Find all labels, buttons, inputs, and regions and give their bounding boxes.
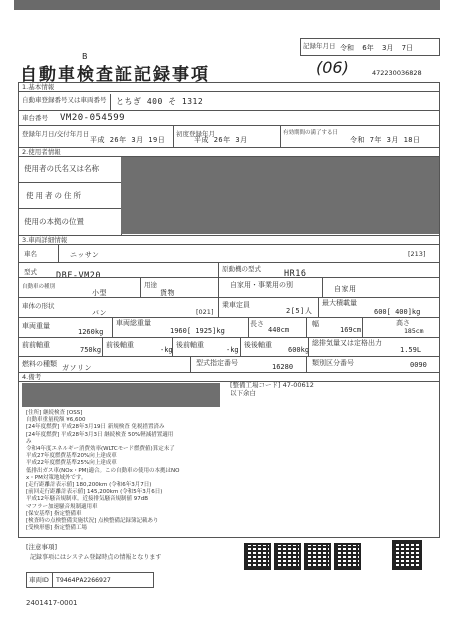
- engine-label: 原動機の型式: [222, 265, 261, 273]
- maxload-value: 600[ 400]kg: [374, 308, 421, 316]
- maxload-label: 最大積載量: [322, 299, 357, 307]
- model-value: DBF-VM20: [56, 271, 101, 281]
- shape-code: [021]: [196, 308, 214, 316]
- qr-code-1: [244, 543, 271, 570]
- fuel-value: ガソリン: [62, 364, 92, 372]
- maker-label: 車名: [24, 250, 37, 258]
- note-line: [住所] 継続検査 [OSS]: [26, 410, 83, 416]
- issue-month: 3: [381, 44, 387, 52]
- car-id-label: 車両ID: [29, 576, 49, 584]
- inspection-line: [整備工場コード] 47-00612: [230, 381, 314, 389]
- width-value: 169cm: [340, 326, 362, 334]
- base-location-label: 使用の本拠の位置: [24, 217, 84, 226]
- expiry-value: 令和 7年 3月 18日: [350, 136, 421, 144]
- use-value: 貨物: [160, 289, 175, 297]
- note-line: [24年度燃費] 平成28年3月19日 新規検査 免税措置済み: [26, 424, 165, 431]
- capacity-label: 乗車定員: [222, 301, 250, 309]
- qr-code-5: [392, 540, 422, 570]
- car-id-value: T9464PA2266927: [56, 576, 111, 584]
- maker-code: [213]: [408, 250, 426, 258]
- notice-title: [注意事項]: [26, 543, 58, 551]
- fr-value: -kg: [160, 346, 173, 354]
- letter-b: B: [82, 52, 88, 61]
- note-line: 平成27年度燃費基準20%向上達成車: [26, 453, 117, 460]
- note-line: [走行距離計表示値] 180,200km (令和6年3月7日): [26, 482, 152, 489]
- approval-value: 16280: [272, 363, 294, 371]
- issue-date-label: 記録年月日: [303, 42, 336, 50]
- issue-month-unit: 月: [386, 44, 394, 52]
- vin-value: VM20-054599: [60, 113, 126, 123]
- ff-label: 前前軸重: [22, 341, 50, 349]
- note-line: 令和4年度エネルギー消費効率(WLTCモード燃費値)算定未了: [26, 446, 175, 453]
- section4-heading: 4.備考: [22, 373, 42, 381]
- shape-value: バン: [92, 309, 107, 317]
- note-line: [保安基準] 指定整備車: [26, 510, 82, 517]
- vin-label: 車台番号: [22, 114, 48, 122]
- width-label: 幅: [312, 320, 319, 328]
- shape-label: 車体の形状: [22, 302, 55, 310]
- expiry-label: 有効期間の満了する日: [283, 130, 339, 136]
- purpose-value: 自家用: [334, 285, 357, 293]
- form-number: (06): [316, 58, 349, 77]
- note-line: 平成12年騒音規制車。近接排気騒音規制値 97dB: [26, 496, 149, 503]
- qr-code-3: [304, 543, 331, 570]
- issue-year-unit: 年: [366, 44, 374, 52]
- displacement-label: 総排気量又は定格出力: [312, 339, 382, 347]
- reg-label: 自動車登録番号又は車両番号: [22, 96, 107, 104]
- first-reg-value: 平成 26年 3月 19日: [90, 136, 166, 144]
- height-label: 高さ: [396, 319, 410, 327]
- displacement-value: 1.59L: [400, 346, 422, 354]
- issue-day-unit: 日: [406, 44, 414, 52]
- inspection-sub: 以下余白: [230, 389, 256, 397]
- qr-code-4: [334, 543, 361, 570]
- note-line: [24年度燃費] 平成28年3月3日 継続検査 50%軽減措置適用: [26, 431, 174, 438]
- kind-label: 自動車の種別: [22, 284, 56, 290]
- remarks-block: [26, 410, 180, 532]
- kind-value: 小型: [92, 289, 107, 297]
- issue-year: 6: [362, 44, 367, 52]
- maker-value: ニッサン: [70, 251, 100, 259]
- gvw-value: 1960[ 1925]kg: [170, 327, 225, 335]
- model-label: 型式: [24, 268, 37, 276]
- first-reg-label: 登録年月日/交付年月日: [22, 130, 90, 138]
- note-line: み: [26, 438, 32, 445]
- fr-label: 前後軸重: [106, 341, 134, 349]
- qr-code-2: [274, 543, 301, 570]
- note-line: [前回走行距離計表示値] 145,200km (令和5年3月6日): [26, 489, 163, 496]
- rf-label: 後前軸重: [176, 341, 204, 349]
- redacted-remarks: [22, 383, 220, 407]
- note-line: [検査時の点検整備実施状況] 点検整備記録簿記載あり: [26, 518, 159, 525]
- note-line: マフラー加速騒音規制適用車: [26, 503, 98, 510]
- class-value: 0090: [410, 361, 427, 369]
- first-year-label: 初度登録年月: [176, 130, 215, 138]
- fuel-label: 燃料の種類: [22, 360, 57, 368]
- redacted-user-info: [121, 157, 439, 234]
- class-label: 類別区分番号: [312, 359, 354, 367]
- rr-value: 600kg: [288, 346, 310, 354]
- engine-value: HR16: [284, 269, 307, 279]
- weight-value: 1260kg: [78, 328, 104, 336]
- reg-value: とちぎ 400 そ 1312: [116, 97, 204, 106]
- issue-day: 7: [401, 44, 407, 52]
- notice-text: 記録事項にはシステム登録時点の情報となります: [30, 554, 162, 561]
- issue-date-value: [340, 43, 413, 53]
- user-address-label: 使用者の住所: [26, 191, 83, 200]
- use-label: 用途: [144, 281, 157, 289]
- height-value: 185cm: [404, 327, 424, 335]
- gvw-label: 車両総重量: [116, 319, 151, 327]
- issue-era: 令和: [340, 44, 354, 52]
- approval-label: 型式指定番号: [196, 359, 238, 367]
- section1-heading: 1.基本情報: [22, 83, 55, 91]
- document-title: 自動車検査証記録事項: [20, 65, 210, 85]
- bottom-number: 2401417-0001: [26, 599, 78, 607]
- note-line: 平成22年度燃費基準25%向上達成車: [26, 460, 117, 467]
- document-number: 472230036828: [372, 69, 422, 77]
- weight-label: 車両重量: [22, 322, 50, 330]
- top-banner: [14, 0, 440, 10]
- length-label: 長さ: [250, 320, 264, 328]
- section3-heading: 3.車両詳細情報: [22, 236, 68, 244]
- first-year-value: 平成 26年 3月: [194, 136, 248, 144]
- user-name-label: 使用者の氏名又は名称: [24, 164, 99, 173]
- note-line: x・PM対策地域外です。: [26, 474, 87, 481]
- purpose-label: 自家用・事業用の別: [230, 281, 293, 289]
- length-value: 440cm: [268, 326, 290, 334]
- note-line: [受検形態] 指定整備工場: [26, 525, 88, 532]
- rf-value: -kg: [226, 346, 239, 354]
- note-line: 自動車重量税額 ¥6,600: [26, 417, 86, 424]
- ff-value: 750kg: [80, 346, 102, 354]
- section2-heading: 2.使用者情報: [22, 148, 61, 156]
- note-line: 低排出ガス車(NOx・PM)適合。この自動車の使用の本拠はNO: [26, 467, 180, 474]
- rr-label: 後後軸重: [244, 341, 272, 349]
- capacity-value: 2[5]人: [286, 307, 313, 315]
